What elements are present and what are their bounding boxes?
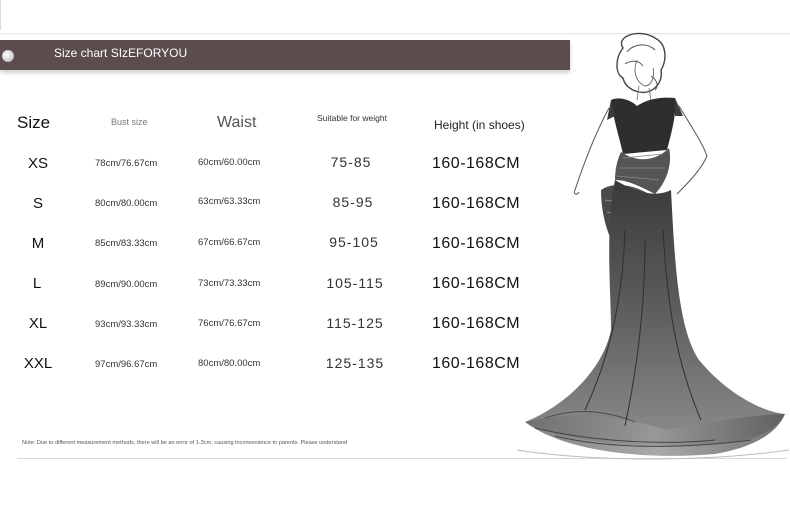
row-bust: 97cm/96.67cm (95, 359, 158, 370)
row-waist: 73cm/73.33cm (198, 278, 261, 289)
row-height: 160-168CM (432, 315, 521, 332)
row-bust: 89cm/90.00cm (95, 279, 158, 290)
row-bust: 78cm/76.67cm (95, 158, 158, 169)
row-bust: 80cm/80.00cm (95, 198, 158, 209)
header-weight: Suitable for weight (317, 113, 387, 123)
top-frame (0, 0, 790, 34)
row-weight: 85-95 (332, 194, 374, 210)
row-height: 160-168CM (432, 155, 521, 172)
row-size: XXL (23, 355, 53, 372)
row-height: 160-168CM (432, 195, 521, 212)
row-waist: 76cm/76.67cm (198, 318, 261, 329)
row-bust: 85cm/83.33cm (95, 238, 158, 249)
header-waist: Waist (217, 114, 257, 131)
header-height: Height (in shoes) (434, 118, 525, 132)
top-frame-edge (0, 0, 1, 30)
row-weight: 105-115 (326, 275, 384, 291)
header-size: Size (17, 113, 51, 132)
row-waist: 63cm/63.33cm (198, 196, 261, 207)
row-size: S (32, 195, 43, 212)
row-height: 160-168CM (432, 275, 521, 292)
header-bust: Bust size (111, 117, 148, 127)
evening-gown-illustration (515, 30, 790, 462)
banner-title: Size chart SIzEFORYOU (54, 46, 188, 60)
row-size: XS (27, 155, 48, 172)
row-waist: 67cm/66.67cm (198, 237, 261, 248)
row-weight: 75-85 (330, 154, 372, 170)
bullet-dot-icon (2, 50, 14, 62)
row-weight: 115-125 (326, 315, 384, 331)
row-weight: 125-135 (325, 355, 385, 371)
row-size: XL (28, 315, 48, 332)
row-size: L (32, 275, 42, 292)
row-waist: 60cm/60.00cm (198, 157, 261, 168)
row-waist: 80cm/80.00cm (198, 358, 261, 369)
measurement-note: Note: Due to different measurement methods, there will be an error of 1-3cm, causing inconvenience to parents. Please understand (22, 440, 348, 446)
row-height: 160-168CM (432, 355, 521, 372)
row-size: M (31, 235, 45, 252)
row-height: 160-168CM (432, 235, 521, 252)
row-bust: 93cm/93.33cm (95, 319, 158, 330)
size-chart-banner (0, 40, 570, 70)
row-weight: 95-105 (329, 234, 379, 250)
